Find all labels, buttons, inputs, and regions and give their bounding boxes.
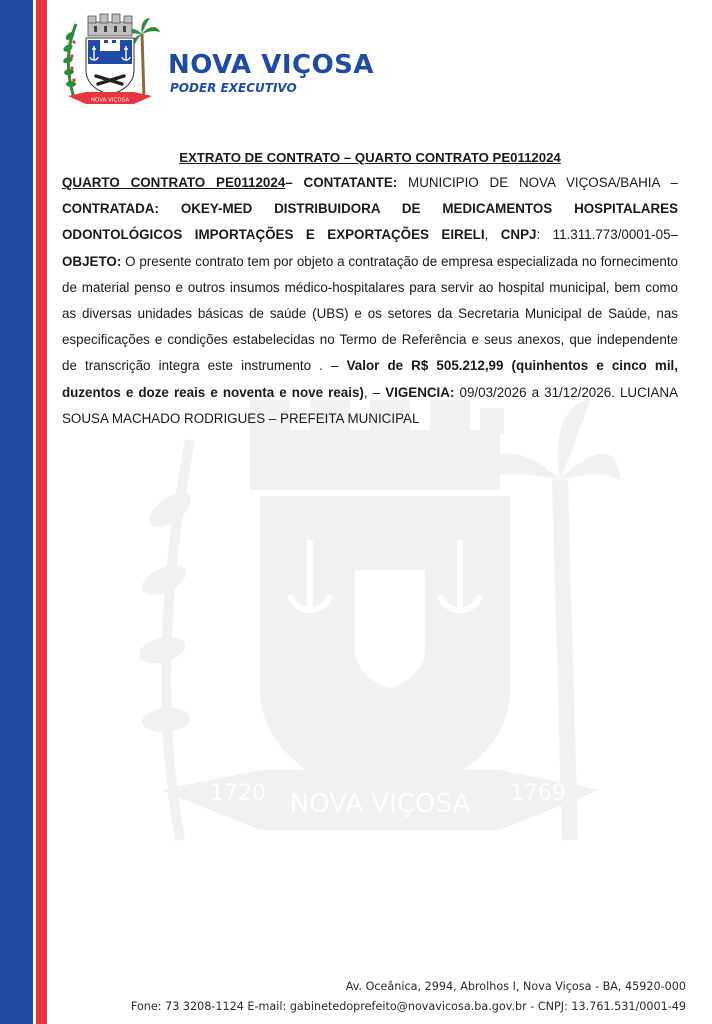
crest-watermark-icon bbox=[140, 400, 620, 860]
contract-reference: QUARTO CONTRATO PE0112024 bbox=[62, 175, 286, 190]
cnpj-value: : 11.311.773/0001-05– bbox=[536, 227, 678, 243]
contract-value: Valor de R$ 505.212,99 (quinhentos e cinco mil, duzentos e doze reais e noventa e nove reais) bbox=[62, 358, 678, 400]
contratante-label: – CONTATANTE: bbox=[285, 175, 398, 190]
watermark-year-left: 1720 bbox=[210, 781, 266, 806]
watermark-year-right: 1769 bbox=[510, 781, 566, 806]
contratante-value: MUNICIPIO DE NOVA VIÇOSA/BAHIA – bbox=[397, 175, 678, 190]
vigencia-text: 09/03/2026 a 31/12/2026. LUCIANA SOUSA MACHADO RODRIGUES – PREFEITA MUNICIPAL bbox=[62, 384, 678, 426]
value-separator: , – bbox=[363, 384, 386, 400]
vigencia-label: VIGENCIA: bbox=[385, 384, 455, 400]
cnpj-label: CNPJ bbox=[500, 227, 537, 243]
objeto-text: O presente contrato tem por objeto a contratação de empresa especializada no fornecimento de material penso e outros insumos médico-hospitalares para servir ao hospital municipal, bem como as diversas unidades básicas de saúde (UBS) e os setores da Secretaria Municipal de Saúde, nas especificações e condições estabelecidas no Termo de Referência e seus anexos, que independente de transcrição integra este instrumento . – bbox=[62, 253, 678, 374]
letterhead bbox=[60, 12, 380, 112]
crest-ribbon-text: NOVA VIÇOSA bbox=[90, 97, 130, 104]
contract-body bbox=[62, 170, 678, 432]
watermark-ribbon-text: NOVA VIÇOSA bbox=[289, 789, 471, 819]
cnpj-separator: , bbox=[484, 227, 501, 243]
left-blue-stripe bbox=[0, 0, 33, 1024]
objeto-label: OBJETO: bbox=[62, 253, 122, 269]
contratada-label: CONTRATADA: OKEY-MED DISTRIBUIDORA DE MEDICAMENTOS HOSPITALARES ODONTOLÓGICOS IMPORTAÇÕES E EXPORTAÇÕES EIRELI bbox=[62, 201, 678, 243]
brand-name: NOVA VIÇOSA bbox=[168, 50, 375, 80]
brand-subtitle: PODER EXECUTIVO bbox=[170, 81, 297, 95]
contract-extract bbox=[62, 146, 678, 432]
municipal-crest-icon bbox=[60, 12, 160, 108]
left-red-stripe bbox=[36, 0, 47, 1024]
footer-contact: Fone: 73 3208-1124 E-mail: gabinetedoprefeito@novavicosa.ba.gov.br - CNPJ: 13.761.531/0001-49 bbox=[130, 1000, 686, 1013]
footer-address: Av. Oceânica, 2994, Abrolhos I, Nova Viçosa - BA, 45920-000 bbox=[345, 980, 686, 993]
document-title: EXTRATO DE CONTRATO – QUARTO CONTRATO PE0112024 bbox=[179, 150, 561, 165]
